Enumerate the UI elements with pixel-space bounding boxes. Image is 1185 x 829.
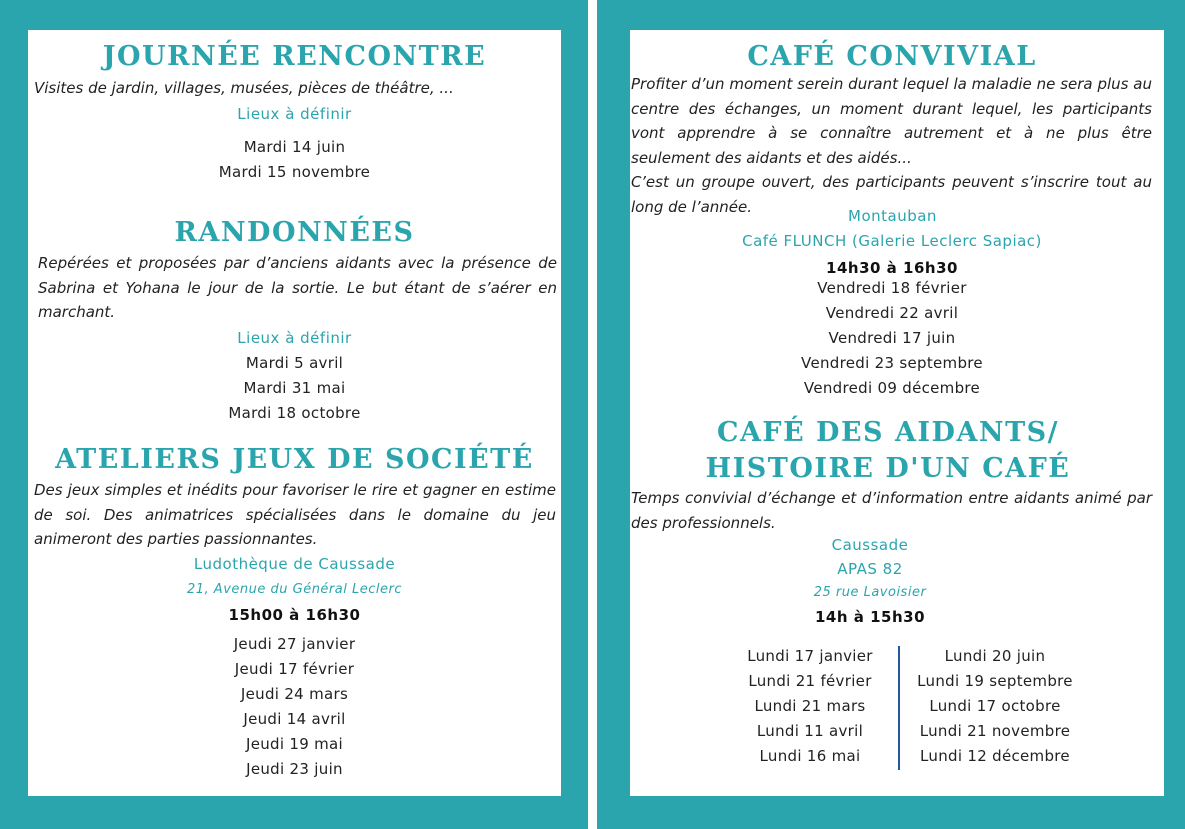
section-desc2-cafe-convivial: C’est un groupe ouvert, des participants peuvent s’inscrire tout au long de l’année.	[631, 173, 1152, 216]
lieu-cafe-convivial: Café FLUNCH (Galerie Leclerc Sapiac)	[742, 232, 1042, 250]
section-title-randonnees: RANDONNÉES	[174, 217, 415, 248]
date-item: Mardi 15 novembre	[218, 163, 371, 181]
lieu-randonnees: Lieux à définir	[237, 329, 352, 347]
date-item: Mardi 14 juin	[243, 138, 346, 156]
dates-cafe-aidants	[730, 644, 1080, 774]
date-item: Vendredi 18 février	[817, 279, 967, 297]
section-desc-journee: Visites de jardin, villages, musées, pièces de théâtre, ...	[34, 79, 454, 97]
adresse-cafe-aidants: 25 rue Lavoisier	[813, 585, 927, 600]
date-item: Mardi 5 avril	[245, 354, 344, 372]
date-item: Jeudi 24 mars	[240, 685, 349, 703]
horaire-cafe-aidants: 14h à 15h30	[814, 608, 926, 626]
date-item: Lundi 20 juin	[944, 647, 1046, 665]
date-item: Lundi 17 janvier	[747, 647, 873, 665]
dates-column-2	[910, 644, 1080, 769]
section-title-cafe-aidants-line1: CAFÉ DES AIDANTS/	[716, 417, 1060, 448]
date-item: Lundi 17 octobre	[929, 697, 1061, 715]
date-item: Lundi 11 avril	[756, 722, 864, 740]
lieu-journee: Lieux à définir	[237, 105, 352, 123]
date-item: Lundi 19 septembre	[917, 672, 1073, 690]
horaire-cafe-convivial: 14h30 à 16h30	[826, 259, 958, 277]
dates-journee	[28, 135, 561, 185]
left-page	[28, 30, 561, 796]
date-item: Mardi 31 mai	[243, 379, 346, 397]
date-item: Jeudi 19 mai	[245, 735, 344, 753]
date-item: Lundi 21 mars	[754, 697, 866, 715]
date-item: Vendredi 23 septembre	[801, 354, 983, 372]
date-item: Vendredi 09 décembre	[803, 379, 981, 397]
ville-cafe-convivial: Montauban	[848, 207, 937, 225]
ville-cafe-aidants: Caussade	[831, 536, 909, 554]
dates-randonnees	[28, 351, 561, 426]
column-divider	[898, 646, 900, 770]
section-title-ateliers: ATELIERS JEUX DE SOCIÉTÉ	[55, 444, 534, 475]
horaire-ateliers: 15h00 à 16h30	[228, 606, 361, 624]
section-desc-randonnees: Repérées et proposées par d’anciens aidants avec la présence de Sabrina et Yohana le jour de la sortie. Le but étant de s’aérer en marchant.	[38, 254, 557, 321]
date-item: Lundi 21 novembre	[919, 722, 1071, 740]
date-item: Vendredi 17 juin	[828, 329, 956, 347]
date-item: Jeudi 23 juin	[246, 760, 343, 778]
date-item: Jeudi 27 janvier	[233, 635, 356, 653]
lieu-cafe-aidants: APAS 82	[837, 560, 903, 578]
date-item: Mardi 18 octobre	[228, 404, 361, 422]
adresse-ateliers: 21, Avenue du Général Leclerc	[187, 582, 402, 597]
date-item: Lundi 21 février	[748, 672, 872, 690]
dates-ateliers	[28, 632, 561, 782]
right-page	[630, 30, 1164, 796]
section-desc-ateliers: Des jeux simples et inédits pour favoriser le rire et gagner en estime de soi. Des animatrices spécialisées dans le domaine du jeu animeront des parties passionnantes.	[34, 481, 556, 548]
page-gap	[588, 0, 597, 829]
section-desc-cafe-convivial: Profiter d’un moment serein durant lequel la maladie ne sera plus au centre des échanges, un moment durant lequel, les participants vont apprendre à se connaître autrement et à ne plus être seulement des aidants et des aidés...	[631, 75, 1152, 167]
section-desc-cafe-aidants: Temps convivial d’échange et d’information entre aidants animé par des professionnels.	[631, 489, 1152, 532]
date-item: Lundi 16 mai	[759, 747, 861, 765]
section-title-journee: JOURNÉE RENCONTRE	[102, 41, 487, 72]
section-title-cafe-aidants-line2: HISTOIRE D'UN CAFÉ	[705, 453, 1071, 484]
dates-cafe-convivial	[630, 276, 1154, 401]
date-item: Jeudi 14 avril	[243, 710, 346, 728]
dates-column-1	[730, 644, 890, 769]
date-item: Jeudi 17 février	[234, 660, 355, 678]
lieu-ateliers: Ludothèque de Caussade	[193, 555, 396, 573]
date-item: Lundi 12 décembre	[920, 747, 1070, 765]
section-title-cafe-convivial: CAFÉ CONVIVIAL	[747, 41, 1037, 72]
date-item: Vendredi 22 avril	[825, 304, 959, 322]
